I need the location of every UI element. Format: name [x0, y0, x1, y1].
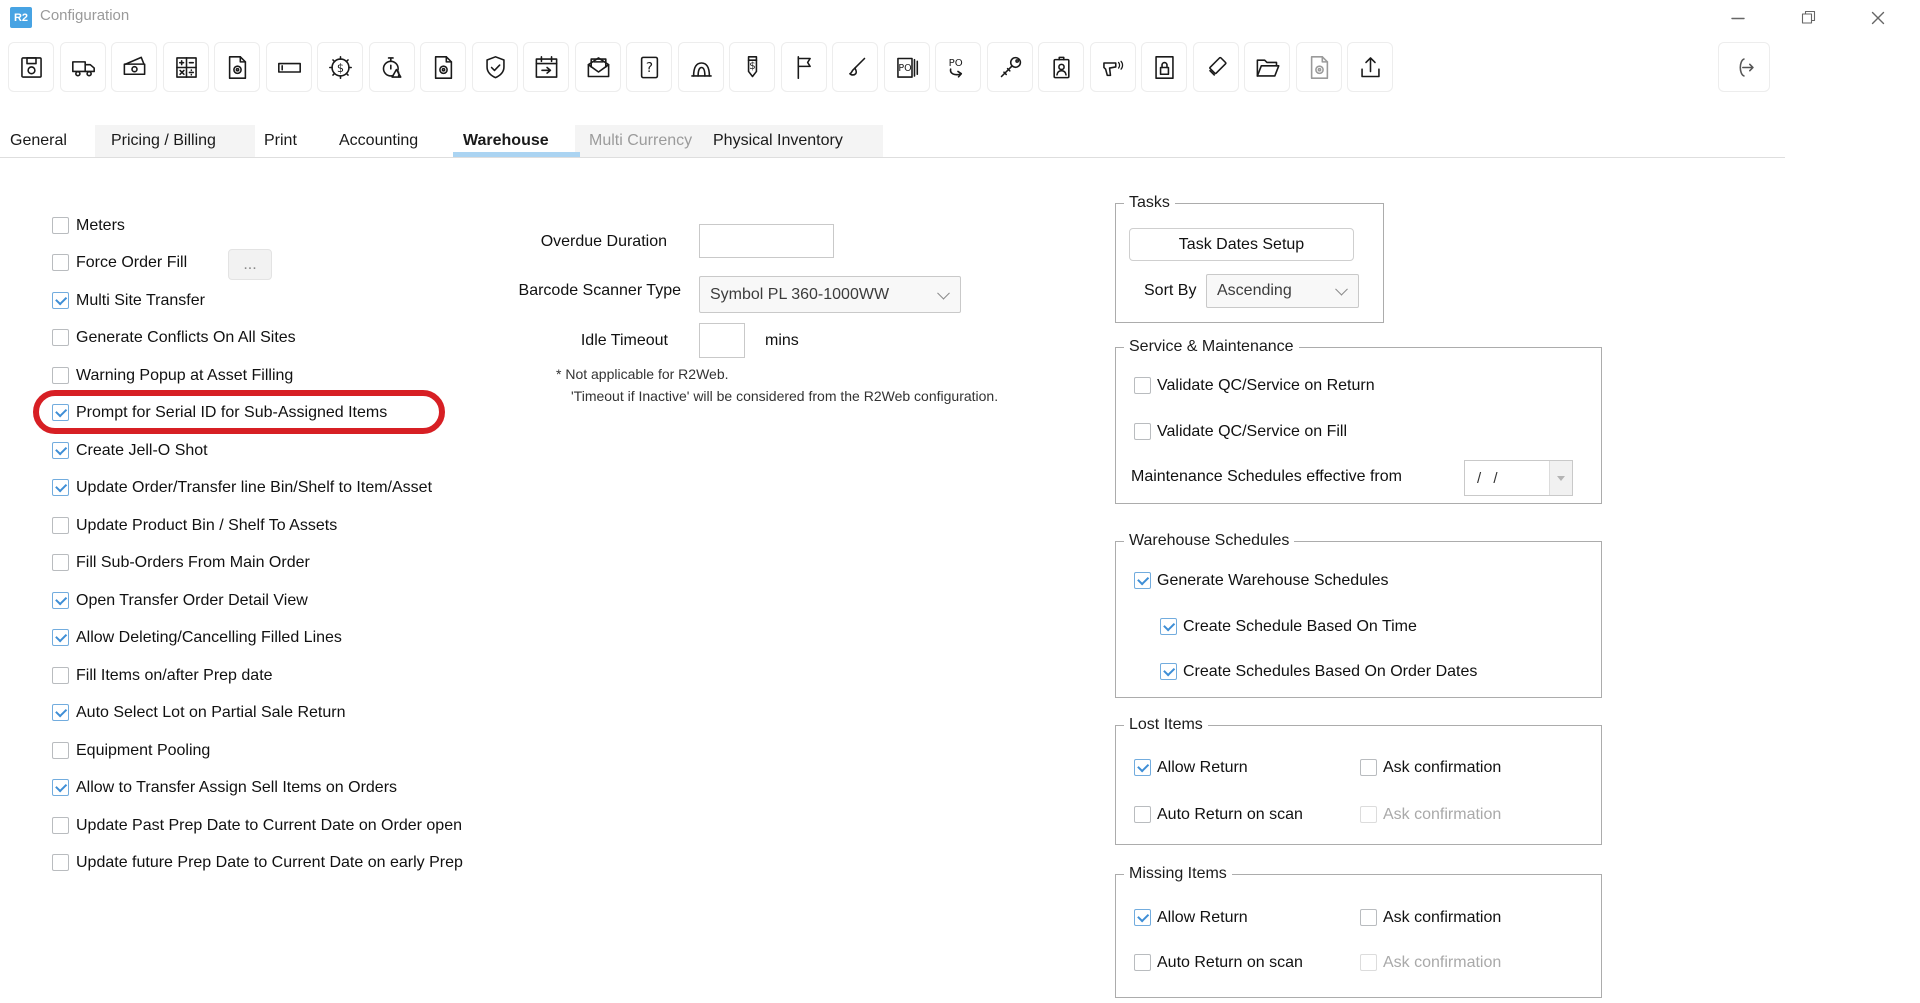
label-force-order-fill: Force Order Fill	[76, 254, 188, 271]
tab-accounting[interactable]: Accounting	[339, 124, 418, 157]
tab-divider	[0, 157, 1785, 158]
text-field-icon	[276, 54, 303, 81]
label-create-schedule-time: Create Schedule Based On Time	[1183, 618, 1417, 635]
checkbox-auto-select-lot[interactable]	[52, 704, 69, 721]
warehouse-schedules-group-title: Warehouse Schedules	[1124, 532, 1294, 550]
label-lost-allow-return: Allow Return	[1157, 759, 1248, 776]
document-gear-button[interactable]	[420, 42, 466, 92]
flag-icon	[791, 54, 818, 81]
paintbrush-button[interactable]	[832, 42, 878, 92]
note-line-1: * Not applicable for R2Web.	[556, 366, 729, 382]
sign-out-button[interactable]	[1718, 42, 1770, 92]
lost-items-group	[1115, 716, 1602, 845]
delivery-truck-button[interactable]	[60, 42, 106, 92]
sort-by-label: Sort By	[1144, 282, 1197, 299]
minimize-icon	[1731, 11, 1745, 25]
open-mail-icon	[585, 54, 612, 81]
svg-text:$: $	[748, 60, 756, 72]
checkbox-create-schedule-time[interactable]	[1160, 618, 1177, 635]
label-auto-select-lot: Auto Select Lot on Partial Sale Return	[76, 704, 346, 721]
label-generate-conflicts: Generate Conflicts On All Sites	[76, 329, 296, 346]
export-icon	[1357, 54, 1384, 81]
flag-button[interactable]	[781, 42, 827, 92]
checkbox-warning-popup[interactable]	[52, 367, 69, 384]
label-multi-site-transfer: Multi Site Transfer	[76, 292, 205, 309]
export-button[interactable]	[1347, 42, 1393, 92]
checkbox-validate-qc-return[interactable]	[1134, 377, 1151, 394]
label-update-product-bin: Update Product Bin / Shelf To Assets	[76, 517, 338, 534]
checkbox-missing-allow-return[interactable]	[1134, 909, 1151, 926]
barcode-scanner-icon	[1100, 54, 1127, 81]
checkbox-missing-ask-confirmation-return[interactable]	[1360, 909, 1377, 926]
label-lost-ask-confirmation-return: Ask confirmation	[1383, 759, 1502, 776]
document-lock-icon	[1151, 54, 1178, 81]
checkbox-lost-ask-confirmation-return[interactable]	[1360, 759, 1377, 776]
checkbox-validate-qc-fill[interactable]	[1134, 423, 1151, 440]
label-validate-qc-fill: Validate QC/Service on Fill	[1157, 423, 1347, 440]
folder-open-button[interactable]	[1244, 42, 1290, 92]
maintenance-effective-date-field[interactable]	[1464, 460, 1573, 496]
text-field-button[interactable]	[266, 42, 312, 92]
date-dropdown-arrow-icon	[1549, 461, 1572, 495]
svg-text:PO: PO	[948, 57, 963, 69]
service-maintenance-group-title: Service & Maintenance	[1124, 338, 1299, 356]
calculator-icon	[173, 54, 200, 81]
close-button[interactable]	[1855, 0, 1901, 35]
checkbox-update-order-transfer-line[interactable]	[52, 479, 69, 496]
label-lost-ask-confirmation-scan: Ask confirmation	[1383, 806, 1502, 823]
checkbox-allow-transfer-assign-sell[interactable]	[52, 779, 69, 796]
idle-timeout-unit: mins	[765, 332, 799, 349]
calendar-forward-icon	[533, 54, 560, 81]
paintbrush-icon	[842, 54, 869, 81]
document-gear-icon	[430, 54, 457, 81]
document-gear-disabled-button[interactable]	[1296, 42, 1342, 92]
save-button[interactable]	[8, 42, 54, 92]
chevron-down-icon	[1335, 283, 1348, 296]
purchase-order-book-icon	[894, 54, 921, 81]
label-warning-popup: Warning Popup at Asset Filling	[76, 367, 294, 384]
calendar-forward-button[interactable]	[523, 42, 569, 92]
window-title: Configuration	[40, 7, 130, 24]
label-open-transfer-order: Open Transfer Order Detail View	[76, 592, 308, 609]
label-missing-auto-return-scan: Auto Return on scan	[1157, 954, 1303, 971]
save-icon	[18, 54, 45, 81]
tab-print[interactable]: Print	[264, 124, 297, 157]
document-settings-button[interactable]	[214, 42, 260, 92]
label-create-jello-shot: Create Jell-O Shot	[76, 442, 208, 459]
note-line-2: 'Timeout if Inactive' will be considered from the R2Web configuration.	[571, 388, 999, 404]
label-equipment-pooling: Equipment Pooling	[76, 742, 211, 759]
label-lost-auto-return-scan: Auto Return on scan	[1157, 806, 1303, 823]
label-missing-ask-confirmation-return: Ask confirmation	[1383, 909, 1502, 926]
lost-items-group-title: Lost Items	[1124, 716, 1208, 734]
id-badge-icon	[1048, 54, 1075, 81]
checkbox-allow-deleting[interactable]	[52, 629, 69, 646]
tasks-group-title: Tasks	[1124, 194, 1175, 212]
tab-warehouse[interactable]: Warehouse	[463, 124, 549, 157]
label-prompt-serial-id: Prompt for Serial ID for Sub-Assigned Items	[76, 404, 388, 421]
label-meters: Meters	[76, 217, 125, 234]
help-document-button[interactable]	[626, 42, 672, 92]
label-missing-ask-confirmation-scan: Ask confirmation	[1383, 954, 1502, 971]
restore-icon	[1801, 10, 1816, 25]
checkbox-generate-warehouse-schedules[interactable]	[1134, 572, 1151, 589]
sort-by-dropdown[interactable]	[1206, 274, 1359, 308]
document-settings-icon	[224, 54, 251, 81]
barcode-scanner-button[interactable]	[1090, 42, 1136, 92]
idle-timeout-input[interactable]	[699, 323, 745, 358]
eraser-button[interactable]	[1193, 42, 1239, 92]
key-icon	[997, 54, 1024, 81]
overdue-duration-label: Overdue Duration	[540, 233, 667, 250]
checkbox-fill-items-prep[interactable]	[52, 667, 69, 684]
jello-mold-button[interactable]	[678, 42, 724, 92]
idle-timeout-label: Idle Timeout	[580, 332, 668, 349]
id-badge-button[interactable]	[1038, 42, 1084, 92]
maximize-button[interactable]	[1785, 0, 1831, 35]
help-document-icon	[636, 54, 663, 81]
checkbox-update-future-prep[interactable]	[52, 854, 69, 871]
checkbox-lost-auto-return-scan[interactable]	[1134, 806, 1151, 823]
price-gear-button[interactable]	[317, 42, 363, 92]
cash-payment-button[interactable]	[111, 42, 157, 92]
maintenance-effective-date-value: / /	[1477, 469, 1502, 487]
document-lock-button[interactable]	[1141, 42, 1187, 92]
sort-by-value: Ascending	[1217, 282, 1292, 299]
document-gear-disabled-icon	[1306, 54, 1333, 81]
checkbox-lost-allow-return[interactable]	[1134, 759, 1151, 776]
minimize-button[interactable]	[1715, 0, 1761, 35]
chevron-down-icon	[937, 286, 950, 299]
purchase-order-return-button[interactable]	[935, 42, 981, 92]
overdue-duration-input[interactable]	[699, 224, 834, 258]
barcode-scanner-type-value: Symbol PL 360-1000WW	[710, 285, 890, 303]
checkbox-create-jello-shot[interactable]	[52, 442, 69, 459]
label-update-past-prep: Update Past Prep Date to Current Date on Order open	[76, 817, 462, 834]
checkbox-prompt-serial-id[interactable]	[52, 404, 69, 421]
checkbox-missing-auto-return-scan[interactable]	[1134, 954, 1151, 971]
label-missing-allow-return: Allow Return	[1157, 909, 1248, 926]
svg-text:PO: PO	[897, 62, 912, 74]
missing-items-group	[1115, 865, 1602, 998]
checkbox-open-transfer-order[interactable]	[52, 592, 69, 609]
force-order-fill-more-button[interactable]: ...	[228, 249, 272, 280]
tab-physical-inventory[interactable]: Physical Inventory	[713, 124, 843, 157]
barcode-scanner-type-dropdown[interactable]	[699, 276, 961, 313]
task-dates-setup-button[interactable]: Task Dates Setup	[1129, 228, 1354, 261]
maintenance-schedules-label: Maintenance Schedules effective from	[1131, 468, 1402, 485]
stopwatch-alert-button[interactable]	[369, 42, 415, 92]
label-update-order-transfer-line: Update Order/Transfer line Bin/Shelf to Item/Asset	[76, 479, 433, 496]
label-fill-items-prep: Fill Items on/after Prep date	[76, 667, 273, 684]
checkbox-lost-ask-confirmation-scan	[1360, 806, 1377, 823]
price-gear-icon	[327, 54, 354, 81]
shield-check-icon	[482, 54, 509, 81]
purchase-order-book-button[interactable]	[884, 42, 930, 92]
label-fill-sub-orders: Fill Sub-Orders From Main Order	[76, 554, 310, 571]
checkbox-update-past-prep[interactable]	[52, 817, 69, 834]
checkbox-force-order-fill[interactable]	[52, 254, 69, 271]
checkbox-generate-conflicts[interactable]	[52, 329, 69, 346]
cash-payment-icon	[121, 54, 148, 81]
svg-text:$: $	[336, 61, 344, 75]
price-tag-button[interactable]	[729, 42, 775, 92]
checkbox-meters[interactable]	[52, 217, 69, 234]
checkbox-multi-site-transfer[interactable]	[52, 292, 69, 309]
label-allow-deleting: Allow Deleting/Cancelling Filled Lines	[76, 629, 342, 646]
purchase-order-return-icon	[945, 54, 972, 81]
label-validate-qc-return: Validate QC/Service on Return	[1157, 377, 1375, 394]
price-tag-icon	[739, 54, 766, 81]
label-generate-warehouse-schedules: Generate Warehouse Schedules	[1157, 572, 1389, 589]
stopwatch-alert-icon	[379, 54, 406, 81]
jello-mold-icon	[688, 54, 715, 81]
checkbox-fill-sub-orders[interactable]	[52, 554, 69, 571]
shield-check-button[interactable]	[472, 42, 518, 92]
svg-text:?: ?	[645, 59, 653, 76]
folder-open-icon	[1254, 54, 1281, 81]
key-button[interactable]	[987, 42, 1033, 92]
sign-out-icon	[1731, 54, 1758, 81]
checkbox-update-product-bin[interactable]	[52, 517, 69, 534]
label-create-schedules-order-dates: Create Schedules Based On Order Dates	[1183, 663, 1478, 680]
label-allow-transfer-assign-sell: Allow to Transfer Assign Sell Items on Orders	[76, 779, 398, 796]
checkbox-create-schedules-order-dates[interactable]	[1160, 663, 1177, 680]
barcode-scanner-type-label: Barcode Scanner Type	[518, 282, 681, 299]
open-mail-button[interactable]	[575, 42, 621, 92]
checkbox-equipment-pooling[interactable]	[52, 742, 69, 759]
eraser-icon	[1203, 54, 1230, 81]
delivery-truck-icon	[70, 54, 97, 81]
tab-multi-currency: Multi Currency	[589, 124, 692, 157]
label-update-future-prep: Update future Prep Date to Current Date on early Prep	[76, 854, 463, 871]
calculator-button[interactable]	[163, 42, 209, 92]
checkbox-missing-ask-confirmation-scan	[1360, 954, 1377, 971]
missing-items-group-title: Missing Items	[1124, 865, 1232, 883]
close-icon	[1871, 11, 1885, 25]
r2-logo: R2	[10, 7, 32, 28]
tab-general[interactable]: General	[10, 124, 67, 157]
tab-pricing-billing[interactable]: Pricing / Billing	[111, 124, 216, 157]
title-bar	[0, 0, 1920, 35]
